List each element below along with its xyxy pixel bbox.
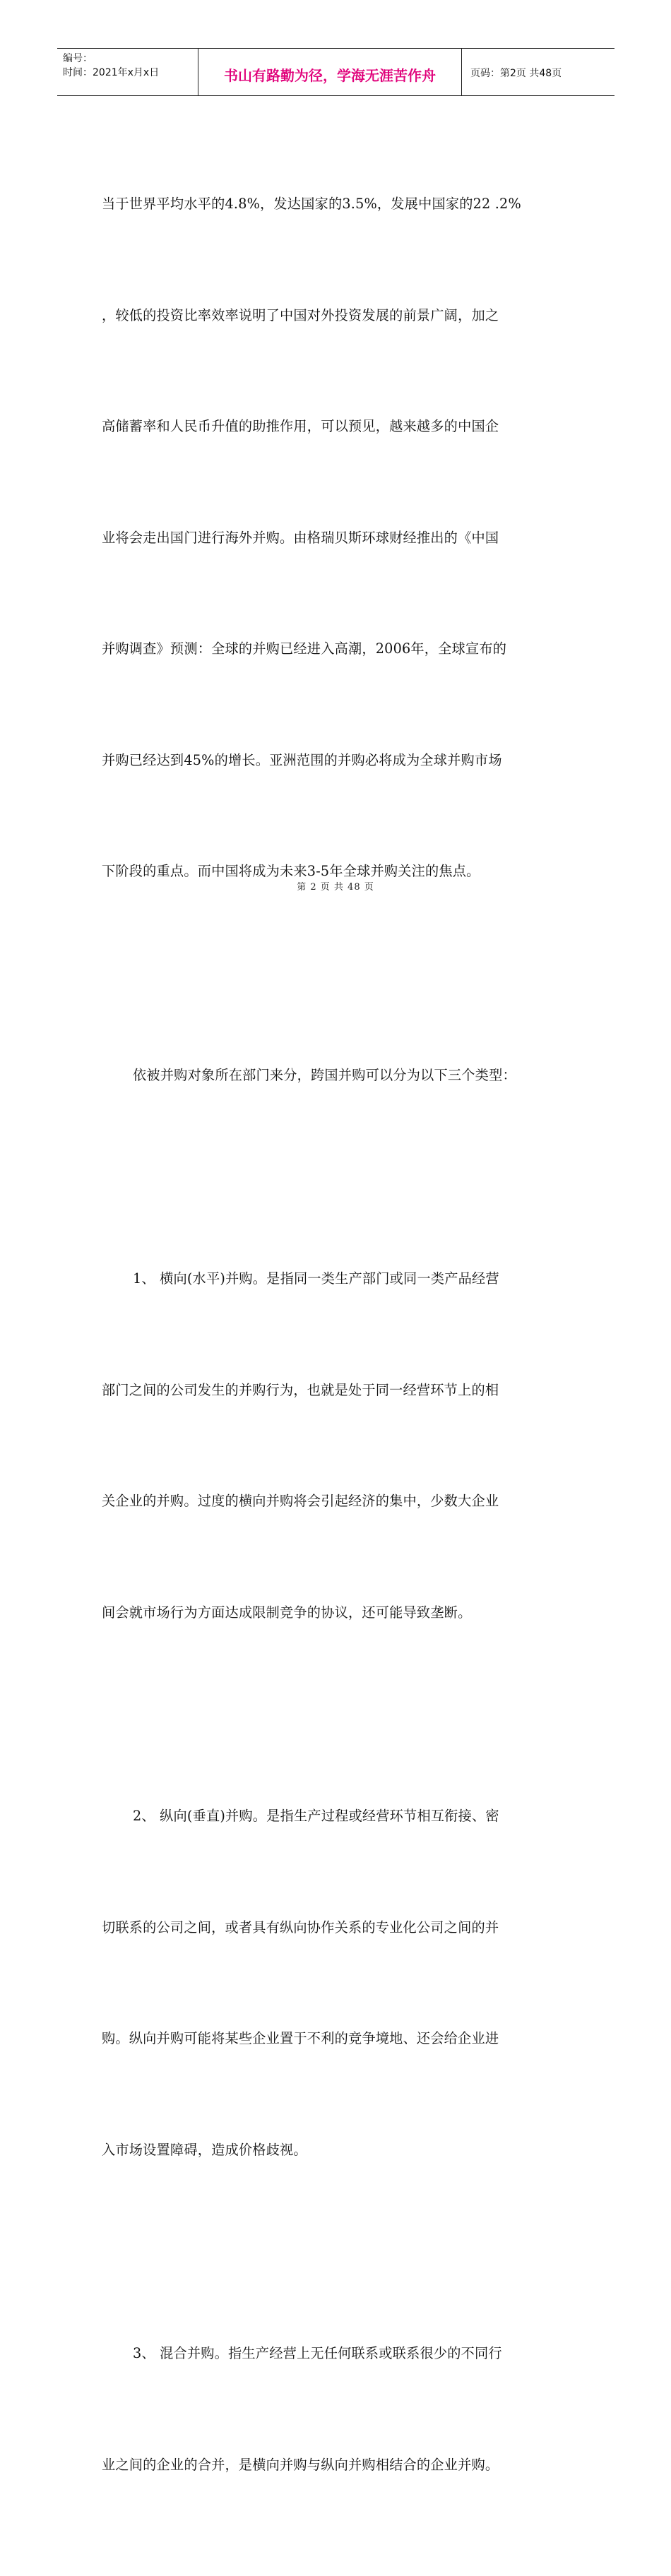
text-line: ，较低的投资比率效率说明了中国对外投资发展的前景广阔，加之	[102, 306, 499, 323]
paragraph-merger-types-intro	[102, 983, 568, 1169]
text-line: 并购已经达到45%的增长。亚洲范围的并购必将成为全球并购市场	[102, 751, 502, 768]
document-body	[102, 112, 568, 2576]
paragraph-investment-outlook	[102, 112, 568, 965]
text-line: 1、 横向(水平)并购。是指同一类生产部门或同一类产品经营	[133, 1270, 499, 1287]
document-number-label: 编号：	[63, 53, 93, 64]
text-line: 业之间的企业的合并，是横向并购与纵向并购相结合的企业并购。	[102, 2456, 499, 2473]
header-motto	[198, 49, 462, 95]
document-time-label: 时间：2021年x月x日	[63, 67, 160, 78]
document-header	[57, 48, 614, 96]
page-info-text: 页码：第2页 共48页	[470, 68, 562, 79]
text-line: 下阶段的重点。而中国将成为未来3-5年全球并购关注的焦点。	[102, 863, 480, 879]
text-line: 并购调查》预测：全球的并购已经进入高潮，2006年，全球宣布的	[102, 640, 507, 657]
text-line: 关企业的并购。过度的横向并购将会引起经济的集中，少数大企业	[102, 1493, 499, 1509]
text-line: 部门之间的公司发生的并购行为，也就是处于同一经营环节上的相	[102, 1381, 499, 1398]
text-line: 入市场设置障碍，造成价格歧视。	[102, 2141, 307, 2158]
text-line: 购。纵向并购可能将某些企业置于不利的竞争境地、还会给企业进	[102, 2030, 499, 2046]
motto-text: 书山有路勤为径，学海无涯苦作舟	[224, 66, 436, 84]
footer-page-number: 第 2 页 共 48 页	[297, 882, 374, 893]
text-line: 高储蓄率和人民币升值的助推作用，可以预见，越来越多的中国企	[102, 418, 499, 434]
text-line: 切联系的公司之间，或者具有纵向协作关系的专业化公司之间的并	[102, 1919, 499, 1936]
header-meta	[57, 49, 198, 95]
paragraph-horizontal-merger	[102, 1186, 568, 1705]
header-page-info	[462, 49, 614, 95]
text-line: 依被并购对象所在部门来分，跨国并购可以分为以下三个类型：	[133, 1066, 516, 1083]
page-footer	[0, 879, 671, 893]
text-line: 3、 混合并购。指生产经营上无任何联系或联系很少的不同行	[133, 2345, 502, 2361]
text-line: 间会就市场行为方面达成限制竞争的协议，还可能导致垄断。	[102, 1604, 472, 1621]
text-line: 2、 纵向(垂直)并购。是指生产过程或经营环节相互衔接、密	[133, 1808, 499, 1824]
text-line: 业将会走出国门进行海外并购。由格瑞贝斯环球财经推出的《中国	[102, 529, 499, 546]
paragraph-vertical-merger	[102, 1724, 568, 2243]
text-line: 当于世界平均水平的4.8%，发达国家的3.5%，发展中国家的22 .2%	[102, 196, 521, 212]
paragraph-conglomerate-merger	[102, 2261, 568, 2558]
